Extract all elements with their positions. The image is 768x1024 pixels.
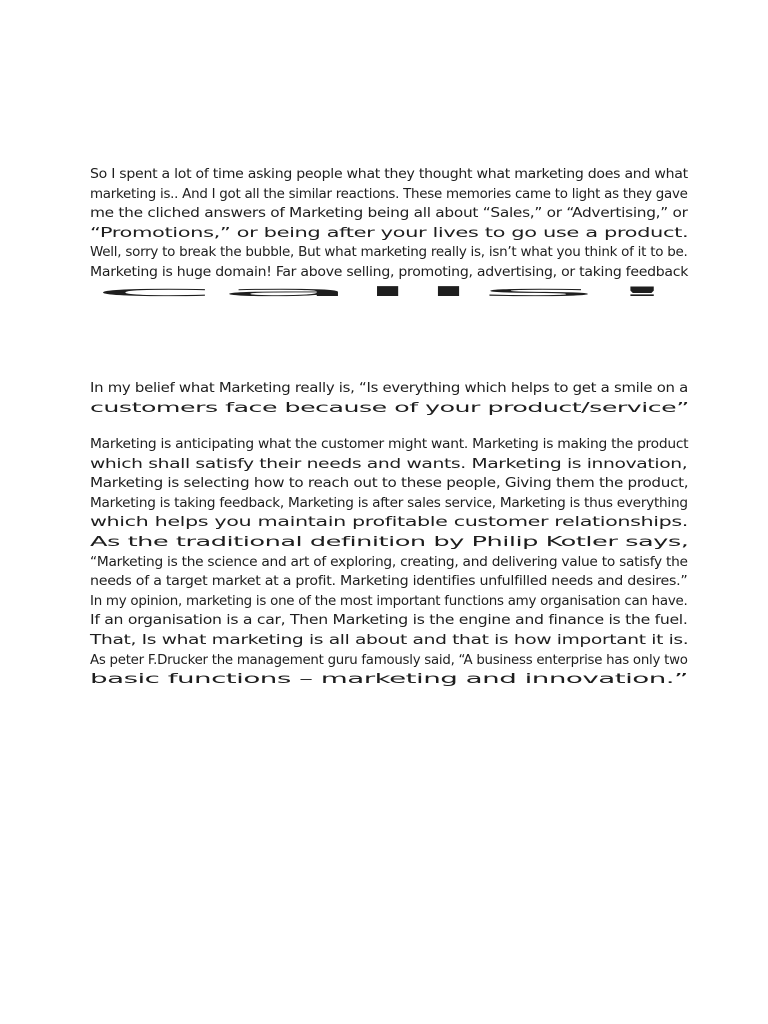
text-line: That, Is what marketing is all about and that is how important it is.: [90, 632, 689, 648]
text-line: “Promotions,” or being after your lives to go use a product.: [90, 225, 689, 241]
text-line: me the cliched answers of Marketing being all about “Sales,” or “Advertising,” or: [90, 206, 688, 222]
paragraph-3: [90, 435, 690, 690]
text-line: marketing is.. And I got all the similar reactions. These memories came to light as they gave: [90, 186, 688, 202]
text-line: basic functions – marketing and innovation.”: [90, 672, 688, 688]
paragraph-2: [90, 379, 690, 418]
text-line: As peter F.Drucker the management guru famously said, “A business enterprise has only two: [90, 652, 688, 668]
text-line: Marketing is anticipating what the customer might want. Marketing is making the product: [90, 437, 689, 452]
text-line: Marketing is selecting how to reach out to these people, Giving them the product,: [90, 476, 689, 492]
text-line: In my belief what Marketing really is, “Is everything which helps to get a smile on a: [90, 381, 688, 396]
text-line: Well, sorry to break the bubble, But what marketing really is, isn’t what you think of it to be.: [90, 245, 688, 261]
text-line: which helps you maintain profitable customer relationships.: [90, 515, 688, 531]
text-line: calls!: [90, 284, 685, 300]
text-line: Marketing is taking feedback, Marketing is after sales service, Marketing is thus everything: [90, 495, 688, 511]
text-line: As the traditional definition by Philip Kotler says,: [90, 534, 689, 550]
text-line: customers face because of your product/service”: [90, 400, 689, 416]
text-line: If an organisation is a car, Then Marketing is the engine and finance is the fuel.: [90, 613, 688, 629]
paragraph-1: [90, 165, 690, 302]
text-line: needs of a target market at a profit. Marketing identifies unfulfilled needs and desires.”: [90, 574, 688, 590]
text-line: “Marketing is the science and art of exploring, creating, and delivering value to satisfy the: [90, 554, 688, 570]
text-line: So I spent a lot of time asking people what they thought what marketing does and what: [90, 167, 688, 182]
text-line: In my opinion, marketing is one of the most important functions amy organisation can have.: [90, 593, 688, 609]
text-line: Marketing is huge domain! Far above selling, promoting, advertising, or taking feedback: [90, 264, 689, 280]
text-line: which shall satisfy their needs and wants. Marketing is innovation,: [90, 456, 688, 472]
